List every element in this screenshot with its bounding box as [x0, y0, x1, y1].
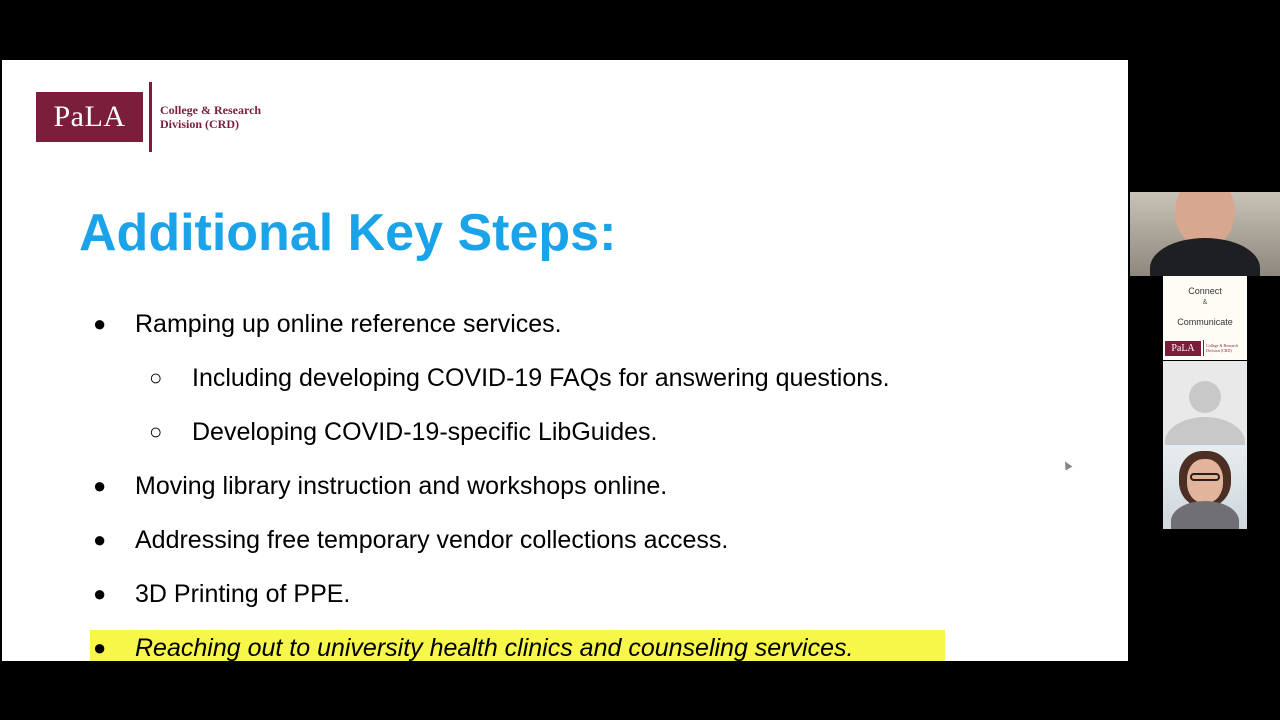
- sub-bullet-text: Including developing COVID-19 FAQs for answering questions.: [192, 363, 890, 392]
- brand-tile-line-2: &: [1202, 299, 1208, 306]
- sub-bullet-item: [149, 358, 890, 398]
- presentation-slide: [2, 60, 1128, 661]
- bullet-marker: ●: [93, 581, 107, 606]
- brand-tile-line-1: Connect: [1188, 286, 1222, 296]
- bullet-text-highlighted: Reaching out to university health clinics and counseling services.: [135, 633, 854, 661]
- brand-tile-line-3: Communicate: [1177, 317, 1233, 327]
- participant-shoulders: [1171, 501, 1239, 529]
- logo-line-1: College & Research: [160, 103, 262, 117]
- logo-mark: PaLA: [36, 92, 143, 142]
- brand-tile-logo-divider: [1203, 340, 1204, 356]
- participant-video-speaker[interactable]: [1130, 192, 1280, 276]
- bullet-text: 3D Printing of PPE.: [135, 579, 351, 608]
- bullet-marker: ●: [93, 635, 107, 660]
- avatar-placeholder-body: [1165, 417, 1245, 445]
- brand-tile-logo-line-2: Division (CRD): [1206, 348, 1232, 353]
- bullet-item: [93, 520, 729, 560]
- brand-tile-logo-line-1: College & Research: [1206, 343, 1239, 348]
- sub-bullet-item: [149, 412, 658, 452]
- slide-title: Additional Key Steps:: [79, 204, 617, 262]
- participant-tile-avatar[interactable]: [1163, 361, 1247, 445]
- brand-tile-logo-text: [1206, 343, 1238, 353]
- participant-body: [1150, 238, 1260, 276]
- participant-tile-brand[interactable]: [1163, 276, 1247, 360]
- pala-logo: [36, 82, 261, 152]
- logo-divider: [149, 82, 152, 152]
- sub-bullet-text: Developing COVID-19-specific LibGuides.: [192, 417, 658, 446]
- bullet-marker: ●: [93, 527, 107, 552]
- bullet-marker: ●: [93, 473, 107, 498]
- bullet-item: [93, 304, 562, 344]
- brand-tile-logo-mark: PaLA: [1165, 341, 1201, 356]
- bullet-text: Addressing free temporary vendor collections access.: [135, 525, 729, 554]
- brand-tile-logo: [1165, 340, 1238, 356]
- logo-text: [160, 103, 261, 131]
- bullet-marker: ●: [93, 311, 107, 336]
- participant-face: [1187, 459, 1223, 503]
- mouse-cursor-icon: [1062, 460, 1073, 471]
- glasses-icon: [1190, 473, 1220, 481]
- bullet-item-highlighted: [93, 628, 854, 661]
- bullet-item: [93, 466, 668, 506]
- sub-bullet-marker: ○: [149, 365, 163, 390]
- bullet-item: [93, 574, 351, 614]
- logo-line-2: Division (CRD): [160, 117, 240, 131]
- bullet-text: Ramping up online reference services.: [135, 309, 562, 338]
- participant-video-2[interactable]: [1163, 445, 1247, 529]
- sub-bullet-marker: ○: [149, 419, 163, 444]
- bullet-text: Moving library instruction and workshops online.: [135, 471, 668, 500]
- avatar-placeholder-icon: [1189, 381, 1221, 413]
